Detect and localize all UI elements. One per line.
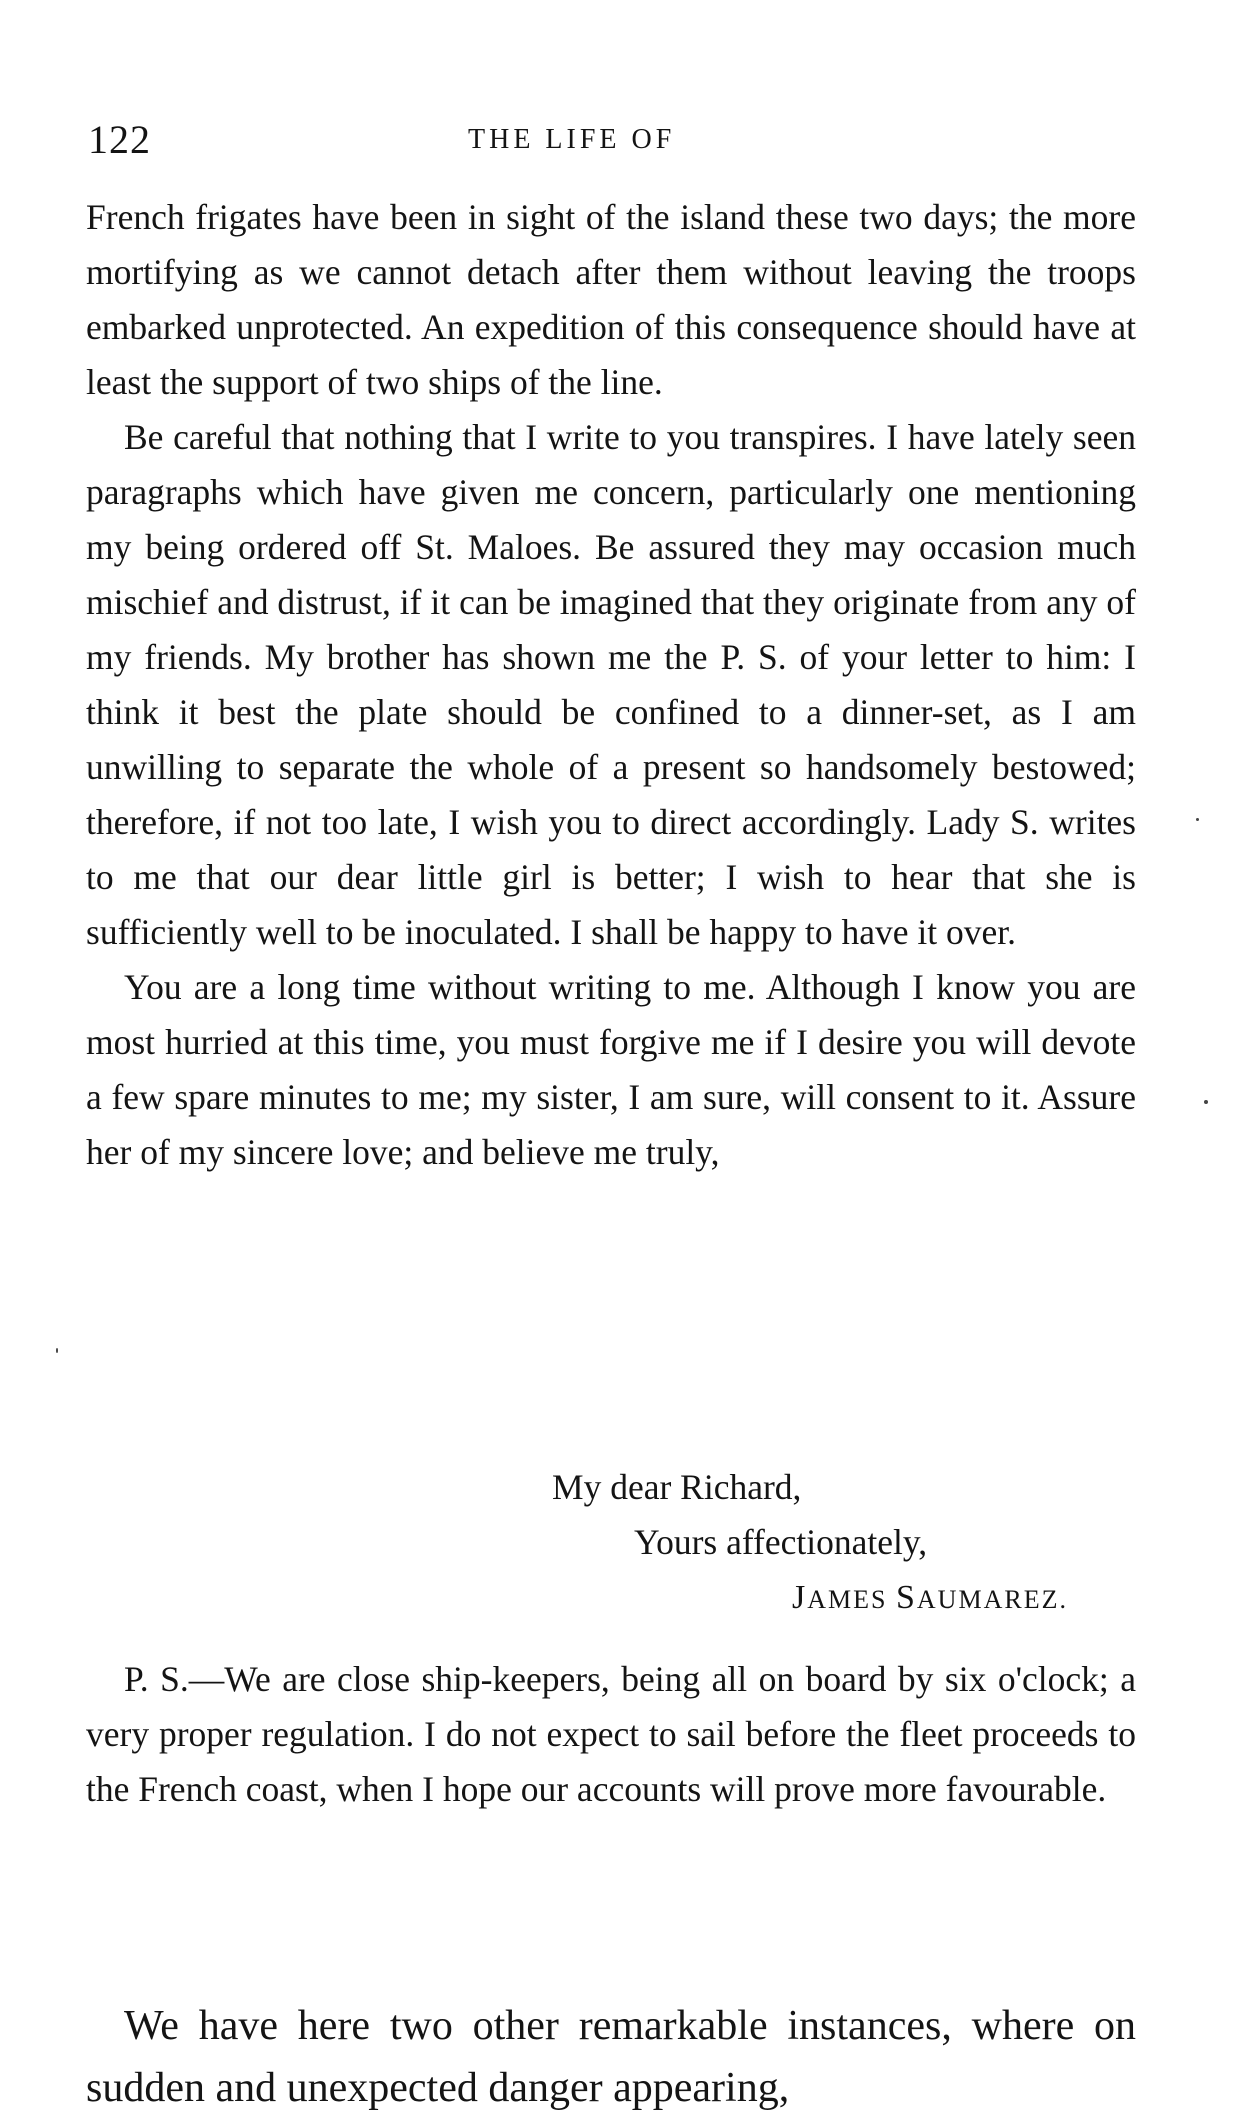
signature-first-initial: J <box>792 1579 808 1616</box>
page-header <box>88 116 1133 166</box>
page-blemish <box>56 1348 58 1353</box>
postscript-text: P. S.—We are close ship-keepers, being all on board by six o'clock; a very proper regulation. I do not expect to sail before the fleet proceeds to the French coast, when I hope our accounts will prove more favourable. <box>86 1659 1136 1809</box>
continuation-paragraph <box>86 1995 1136 2119</box>
signature-first-rest: AMES <box>807 1585 888 1614</box>
continuation-text: We have here two other remarkable instances, where on sudden and unexpected danger appearing, <box>86 2003 1136 2111</box>
running-head: THE LIFE OF <box>468 124 676 155</box>
signature <box>792 1570 1068 1627</box>
letter-paragraph-3: You are a long time without writing to me. Although I know you are most hurried at this time, you must forgive me if I desire you will devote a few spare minutes to me; my sister, I am sure, will consent to it. Assure her of my sincere love; and believe me truly, <box>86 967 1136 1172</box>
page-number: 122 <box>88 117 151 162</box>
salutation: My dear Richard, <box>552 1467 802 1507</box>
signature-last-initial: S <box>895 1579 917 1616</box>
letter-paragraph-1: French frigates have been in sight of the island these two days; the more mortifying as we cannot detach after them without leaving the troops embarked unprotected. An expedition of this consequence should have at least the support of two ships of the line. <box>86 197 1136 402</box>
letter-paragraph-2: Be careful that nothing that I write to you transpires. I have lately seen paragraphs which have given me concern, particularly one mentioning my being ordered off St. Maloes. Be assured they may occasion much mischief and distrust, if it can be imagined that they originate from any of my friends. My brother has shown me the P. S. of your letter to him: I think it best the plate should be confined to a dinner-set, as I am unwilling to separate the whole of a present so handsomely bestowed; therefore, if not too late, I wish you to direct accordingly. Lady S. writes to me that our dear little girl is better; I wish to hear that she is sufficiently well to be inoculated. I shall be happy to have it over. <box>86 417 1136 952</box>
page-blemish <box>1204 1100 1208 1104</box>
valediction: Yours affectionately, <box>634 1522 928 1562</box>
signature-last-rest: AUMAREZ. <box>916 1585 1068 1614</box>
letter-body <box>86 190 1136 1180</box>
postscript <box>86 1652 1136 1817</box>
page-blemish <box>1196 818 1199 821</box>
